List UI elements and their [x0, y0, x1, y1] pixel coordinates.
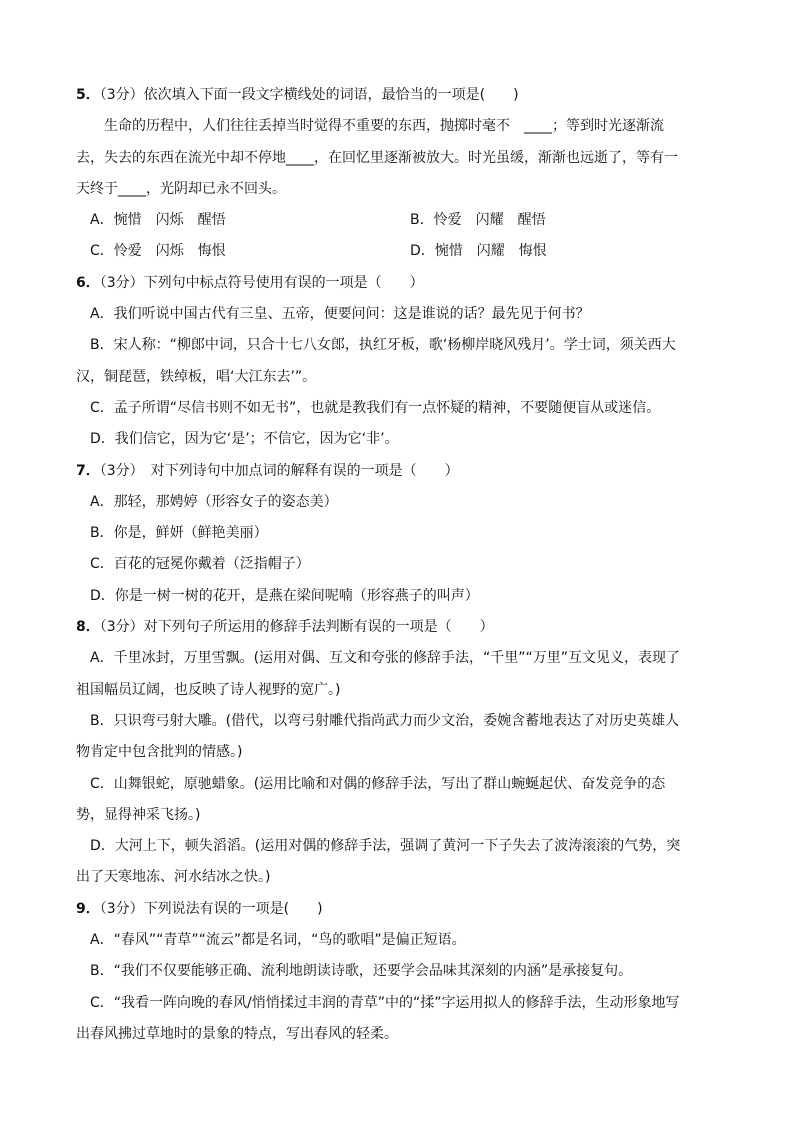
- question-score: （3分）: [99, 619, 144, 636]
- question-5-passage-line: 生命的历程中，人们往往丢掉当时觉得不重要的东西，抛掷时毫不 ____；等到时光逐渐流: [104, 118, 664, 135]
- question-stem: 依次填入下面一段文字横线处的词语，最恰当的一项是( ): [143, 87, 519, 103]
- question-stem: 下列句中标点符号使用有误的一项是（ ）: [143, 274, 424, 291]
- question-5-options-row: [76, 205, 716, 236]
- question-score: （3分）: [99, 87, 144, 103]
- question-number: 6．: [76, 274, 100, 291]
- option-b: B．“我们不仅要能够正确、流利地朗读诗歌，还要学会品味其深刻的内涵”是承接复句。: [90, 963, 633, 980]
- option-d: D．惋惜 闪耀 悔恨: [410, 243, 547, 260]
- option-a: A．我们听说中国古代有三皇、五帝，便要问问：这是谁说的话？最先见于何书？: [90, 306, 590, 323]
- question-5-header: [76, 80, 716, 111]
- question-5-passage-line: 去，失去的东西在流光中却不停地____，在回忆里逐渐被放大。时光虽缓，渐渐也远逝了，等有一: [76, 149, 678, 166]
- question-score: （3分）: [99, 462, 137, 479]
- option-a: A．千里冰封，万里雪飘。(运用对偶、互文和夸张的修辞手法，“千里”“万里”互文见义，表现了: [90, 650, 681, 667]
- option-a: A．惋惜 闪烁 醒悟: [90, 212, 226, 229]
- option-b: B．怜爱 闪耀 醒悟: [410, 212, 546, 229]
- option-a-continued: 祖国幅员辽阔，也反映了诗人视野的宽广。): [76, 681, 341, 698]
- question-6-header: [76, 268, 716, 299]
- option-b-continued: 汉，铜琵琶，铁绰板，唱‘大江东去’”。: [76, 368, 317, 385]
- option-b-continued: 物肯定中包含批判的情感。): [76, 744, 243, 761]
- question-stem: 对下列诗句中加点词的解释有误的一项是（ ）: [136, 462, 459, 479]
- question-number: 9．: [76, 900, 100, 917]
- option-d: D．你是一树一树的花开，是燕在梁间呢喃（形容燕子的叫声）: [90, 587, 479, 604]
- option-c: C．孟子所谓“尽信书则不如无书”，也就是教我们有一点怀疑的精神，不要随便盲从或迷信。: [90, 399, 661, 416]
- question-stem: 下列说法有误的一项是( ): [143, 900, 323, 917]
- question-5-passage-line: 天终于____，光阴却已永不回头。: [76, 180, 286, 197]
- question-number: 8．: [76, 619, 100, 636]
- option-c: C．山舞银蛇，原驰蜡象。(运用比喻和对偶的修辞手法，写出了群山蜿蜒起伏、奋发竞争的态: [90, 775, 666, 792]
- question-9-header: [76, 894, 716, 925]
- option-d-continued: 出了天寒地冻、河水结冰之快。): [76, 869, 271, 886]
- question-number: 7．: [76, 462, 100, 479]
- option-a: A．“春风”“青草”“流云”都是名词，“鸟的歌唱”是偏正短语。: [90, 932, 466, 949]
- option-c-continued: 势，显得神采飞扬。): [76, 806, 201, 823]
- question-7-header: [76, 456, 716, 487]
- question-score: （3分）: [99, 274, 144, 291]
- exam-content: [76, 80, 716, 1050]
- question-score: （3分）: [99, 900, 144, 917]
- option-b: B．宋人称：“柳郎中词，只合十七八女郎，执红牙板，歌‘杨柳岸晓风残月’。学士词，须关西大: [90, 337, 676, 354]
- option-c: C．怜爱 闪烁 悔恨: [90, 243, 226, 260]
- question-number: 5．: [76, 87, 100, 103]
- question-stem: 对下列句子所运用的修辞手法判断有误的一项是（ ）: [143, 619, 494, 636]
- option-a: A．那轻，那娉婷（形容女子的姿态美）: [90, 493, 338, 510]
- option-d: D．我们信它，因为它‘是’；不信它，因为它‘非’。: [90, 431, 399, 448]
- question-8-header: [76, 612, 716, 643]
- option-b: B．只识弯弓射大雕。(借代，以弯弓射雕代指尚武力而少文治，委婉含蓄地表达了对历史英雄人: [90, 712, 680, 729]
- option-d: D．大河上下，顿失滔滔。(运用对偶的修辞手法，强调了黄河一下子失去了波涛滚滚的气势，突: [90, 838, 681, 855]
- option-c: C．“我看一阵向晚的春风/悄悄揉过丰润的青草”中的“揉”字运用拟人的修辞手法，生动形象地写: [90, 994, 680, 1011]
- option-b: B．你是，鲜妍（鲜艳美丽）: [90, 525, 268, 542]
- option-c: C．百花的冠冕你戴着（泛指帽子）: [90, 556, 310, 573]
- question-5-options-row: [76, 236, 716, 267]
- option-c-continued: 出春风拂过草地时的景象的特点，写出春风的轻柔。: [76, 1025, 398, 1042]
